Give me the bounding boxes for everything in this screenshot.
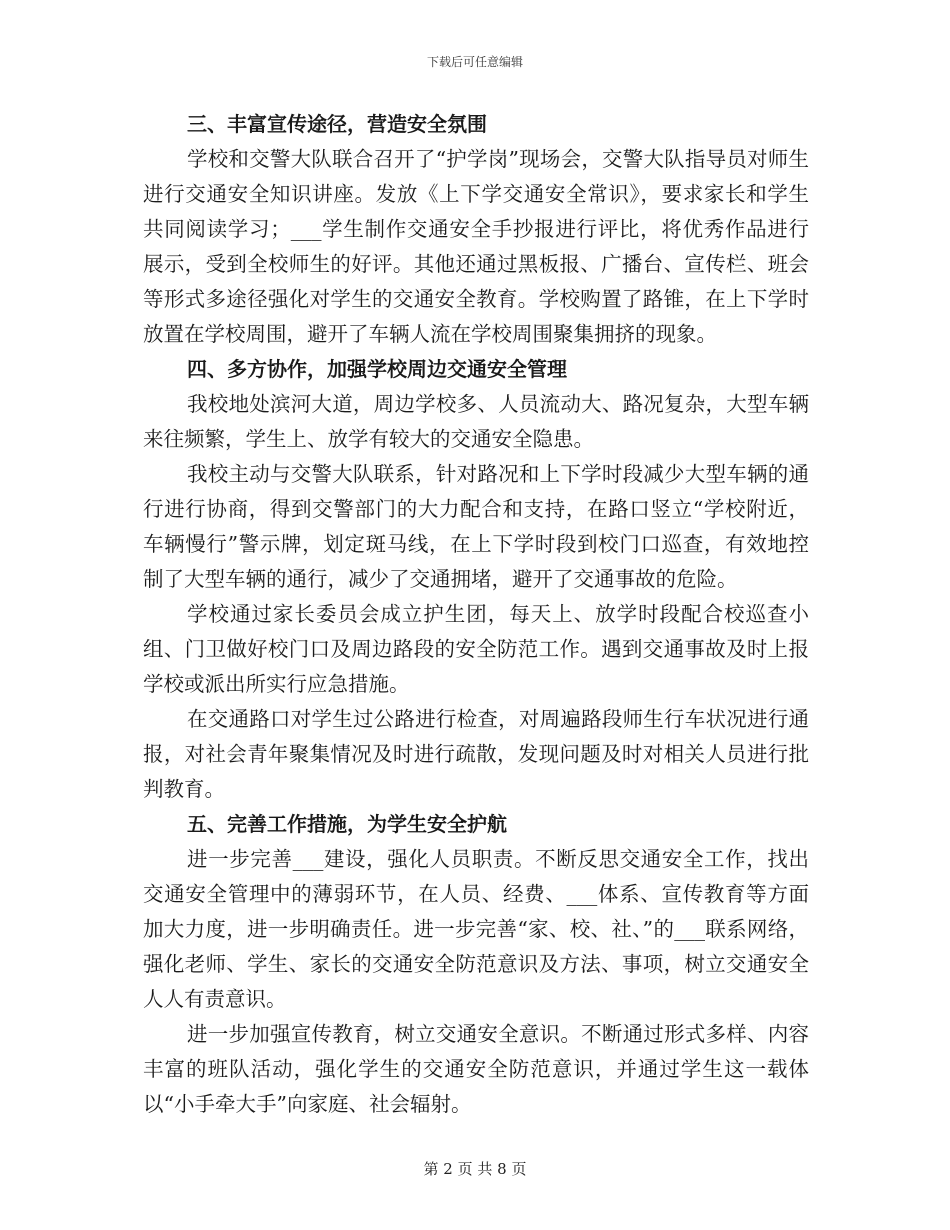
section-heading: 四、多方协作，加强学校周边交通安全管理: [187, 357, 567, 381]
section-measures: [143, 807, 809, 1122]
paragraph: 进一步加强宣传教育，树立交通安全意识。不断通过形式多样、内容丰富的班队活动，强化学生的交通安全防范意识，并通过学生这一载体以“小手牵大手”向家庭、社会辐射。: [143, 1022, 809, 1116]
page-number: 第 2 页 共 8 页: [423, 1160, 527, 1178]
section-cooperation: [143, 352, 809, 807]
section-heading: 五、完善工作措施，为学生安全护航: [187, 812, 507, 836]
paragraph: 在交通路口对学生过公路进行检查，对周遍路段师生行车状况进行通报，对社会青年聚集情况及时进行疏散，发现问题及时对相关人员进行批判教育。: [143, 707, 809, 801]
page-header: 下载后可任意编辑: [426, 55, 523, 69]
section-publicity: [143, 107, 809, 352]
paragraph: 我校地处滨河大道，周边学校多、人员流动大、路况复杂，大型车辆来往频繁，学生上、放学有较大的交通安全隐患。: [143, 392, 809, 451]
paragraph: 进一步完善___建设，强化人员职责。不断反思交通安全工作，找出交通安全管理中的薄弱环节，在人员、经费、___体系、宣传教育等方面加大力度，进一步明确责任。进一步完善“家、校、社、”的___联系网络，强化老师、学生、家长的交通安全防范意识及方法、事项，树立交通安全人人有责意识。: [143, 847, 809, 1011]
paragraph: 学校和交警大队联合召开了“护学岗”现场会，交警大队指导员对师生进行交通安全知识讲座。发放《上下学交通安全常识》，要求家长和学生共同阅读学习；___学生制作交通安全手抄报进行评比，将优秀作品进行展示，受到全校师生的好评。其他还通过黑板报、广播台、宣传栏、班会等形式多途径强化对学生的交通安全教育。学校购置了路锥，在上下学时放置在学校周围，避开了车辆人流在学校周围聚集拥挤的现象。: [143, 147, 809, 346]
paragraph: 学校通过家长委员会成立护生团，每天上、放学时段配合校巡查小组、门卫做好校门口及周边路段的安全防范工作。遇到交通事故及时上报学校或派出所实行应急措施。: [143, 602, 809, 696]
document-body: [143, 107, 809, 1122]
section-heading: 三、丰富宣传途径，营造安全氛围: [187, 112, 487, 136]
paragraph: 我校主动与交警大队联系，针对路况和上下学时段减少大型车辆的通行进行协商，得到交警部门的大力配合和支持，在路口竖立“学校附近，车辆慢行”警示牌，划定斑马线，在上下学时段到校门口巡查，有效地控制了大型车辆的通行，减少了交通拥堵，避开了交通事故的危险。: [143, 462, 809, 591]
